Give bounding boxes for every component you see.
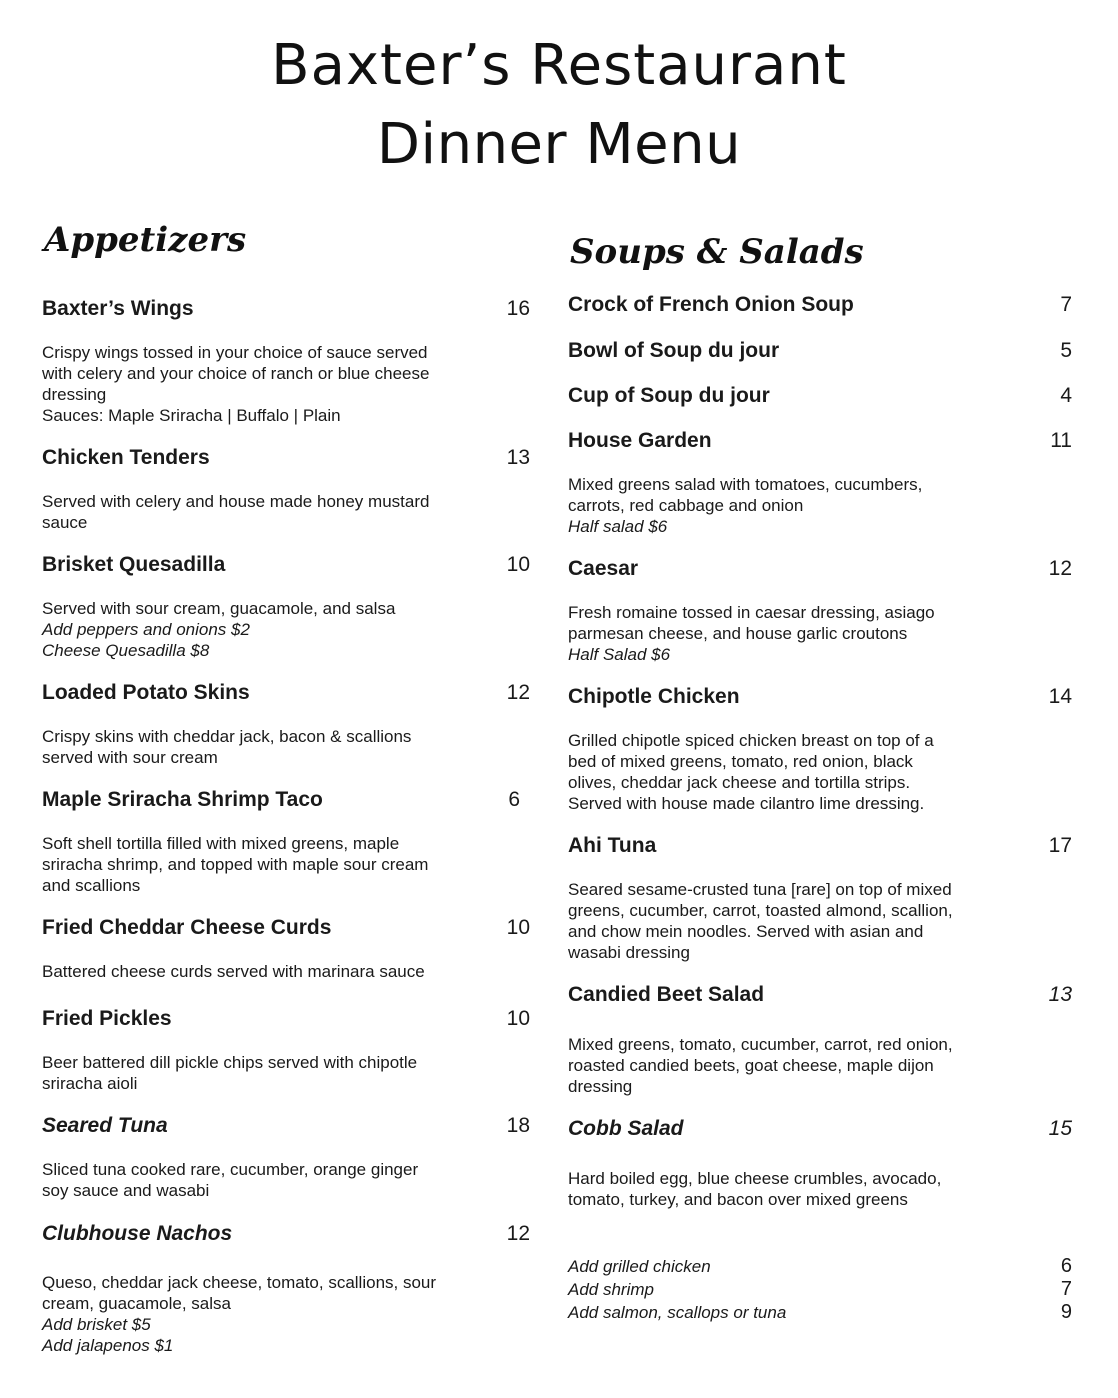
description-line: parmesan cheese, and house garlic croutons <box>568 624 908 643</box>
menu-item <box>42 296 530 322</box>
description-line: Queso, cheddar jack cheese, tomato, scallions, sour <box>42 1273 437 1292</box>
description-line: Mixed greens salad with tomatoes, cucumbers, <box>568 475 923 494</box>
item-price: 13 <box>506 446 530 469</box>
description-line: cream, guacamole, salsa <box>42 1294 231 1313</box>
item-description <box>42 833 530 896</box>
item-price: 11 <box>1050 429 1072 452</box>
item-description <box>568 474 1072 537</box>
item-note: Cheese Quesadilla $8 <box>42 641 210 660</box>
description-line: tomato, turkey, and bacon over mixed greens <box>568 1190 908 1209</box>
addon-label: Add grilled chicken <box>568 1257 711 1276</box>
item-price: 5 <box>1060 339 1072 362</box>
item-description <box>568 602 1072 665</box>
soups-salads-heading: Soups & Salads <box>570 232 864 272</box>
description-line: Served with sour cream, guacamole, and salsa <box>42 599 396 618</box>
item-price: 13 <box>1048 983 1072 1006</box>
description-line: and chow mein noodles. Served with asian and <box>568 922 924 941</box>
description-line: dressing <box>42 385 107 404</box>
item-price: 10 <box>506 1007 530 1030</box>
menu-item <box>568 684 1072 710</box>
item-description <box>42 598 530 661</box>
item-description <box>568 730 1072 814</box>
item-note: Add brisket $5 <box>42 1315 151 1334</box>
description-line: olives, cheddar jack cheese and tortilla strips. <box>568 773 911 792</box>
item-name: Loaded Potato Skins <box>42 681 250 704</box>
description-line: wasabi dressing <box>568 943 690 962</box>
description-line: carrots, red cabbage and onion <box>568 496 804 515</box>
menu-item <box>568 833 1072 859</box>
item-name: Bowl of Soup du jour <box>568 339 780 362</box>
item-price: 16 <box>506 297 530 320</box>
addon-row <box>568 1302 1072 1323</box>
item-name: Cup of Soup du jour <box>568 384 770 407</box>
item-price: 10 <box>506 553 530 576</box>
item-name: Brisket Quesadilla <box>42 553 226 576</box>
menu-item <box>42 445 530 471</box>
item-price: 14 <box>1048 685 1072 708</box>
item-name: Ahi Tuna <box>568 834 657 857</box>
item-price: 7 <box>1060 293 1072 316</box>
description-line: Sliced tuna cooked rare, cucumber, orange ginger <box>42 1160 419 1179</box>
menu-item <box>568 556 1072 582</box>
addon-row <box>568 1279 1072 1300</box>
menu-item <box>568 292 1072 318</box>
menu-item <box>42 915 530 941</box>
item-price: 17 <box>1048 834 1072 857</box>
menu-item <box>568 1116 1072 1142</box>
item-description <box>42 1272 530 1356</box>
menu-item <box>568 338 1072 364</box>
menu-item <box>42 1221 530 1247</box>
item-description <box>42 1052 530 1094</box>
item-description <box>42 342 530 426</box>
item-name: Fried Cheddar Cheese Curds <box>42 916 332 939</box>
item-price: 18 <box>506 1114 530 1137</box>
item-name: Chicken Tenders <box>42 446 210 469</box>
description-line: Sauces: Maple Sriracha | Buffalo | Plain <box>42 406 341 425</box>
item-description <box>568 1034 1072 1097</box>
item-note: Half salad $6 <box>568 517 668 536</box>
menu-item <box>568 982 1072 1008</box>
description-line: Mixed greens, tomato, cucumber, carrot, red onion, <box>568 1035 953 1054</box>
menu-item <box>42 787 530 813</box>
item-description <box>42 726 530 768</box>
description-line: with celery and your choice of ranch or blue cheese <box>42 364 430 383</box>
menu-item <box>42 552 530 578</box>
item-name: Fried Pickles <box>42 1007 172 1030</box>
description-line: Seared sesame-crusted tuna [rare] on top of mixed <box>568 880 952 899</box>
description-line: Fresh romaine tossed in caesar dressing, asiago <box>568 603 935 622</box>
appetizers-heading: Appetizers <box>44 220 247 260</box>
description-line: sriracha aioli <box>42 1074 138 1093</box>
item-name: Caesar <box>568 557 639 580</box>
item-name: Chipotle Chicken <box>568 685 740 708</box>
item-name: Cobb Salad <box>568 1117 684 1140</box>
item-price: 12 <box>506 681 530 704</box>
addon-price: 9 <box>1060 1301 1072 1323</box>
restaurant-title: Baxter’s Restaurant <box>271 33 847 98</box>
item-name: Candied Beet Salad <box>568 983 765 1006</box>
description-line: served with sour cream <box>42 748 218 767</box>
menu-item <box>42 680 530 706</box>
item-price: 10 <box>506 916 530 939</box>
item-note: Add peppers and onions $2 <box>42 620 250 639</box>
description-line: Soft shell tortilla filled with mixed greens, maple <box>42 834 400 853</box>
item-description <box>568 1168 1072 1210</box>
description-line: bed of mixed greens, tomato, red onion, black <box>568 752 913 771</box>
item-description <box>42 961 530 982</box>
description-line: sriracha shrimp, and topped with maple sour cream <box>42 855 429 874</box>
description-line: dressing <box>568 1077 633 1096</box>
addon-label: Add shrimp <box>568 1280 654 1299</box>
addon-label: Add salmon, scallops or tuna <box>568 1303 787 1322</box>
item-description <box>568 879 1072 963</box>
addon-price: 7 <box>1060 1278 1072 1300</box>
item-description <box>42 491 530 533</box>
menu-subtitle: Dinner Menu <box>376 112 742 177</box>
item-name: Maple Sriracha Shrimp Taco <box>42 788 323 811</box>
item-price: 12 <box>506 1222 530 1245</box>
description-line: Grilled chipotle spiced chicken breast on top of a <box>568 731 934 750</box>
description-line: Battered cheese curds served with marinara sauce <box>42 962 425 981</box>
description-line: Hard boiled egg, blue cheese crumbles, avocado, <box>568 1169 942 1188</box>
item-price: 4 <box>1060 384 1072 407</box>
description-line: Beer battered dill pickle chips served with chipotle <box>42 1053 418 1072</box>
item-description <box>42 1159 530 1201</box>
menu-item <box>42 1006 530 1032</box>
item-name: Baxter’s Wings <box>42 297 194 320</box>
description-line: Crispy skins with cheddar jack, bacon & scallions <box>42 727 412 746</box>
description-line: and scallions <box>42 876 141 895</box>
item-name: Crock of French Onion Soup <box>568 293 854 316</box>
description-line: greens, cucumber, carrot, toasted almond, scallion, <box>568 901 953 920</box>
description-line: roasted candied beets, goat cheese, maple dijon <box>568 1056 934 1075</box>
description-line: sauce <box>42 513 88 532</box>
item-name: Clubhouse Nachos <box>42 1222 233 1245</box>
menu-item <box>42 1113 530 1139</box>
item-price: 6 <box>508 788 520 811</box>
item-name: House Garden <box>568 429 712 452</box>
addon-row <box>568 1256 1072 1277</box>
menu-item <box>568 383 1072 409</box>
description-line: Crispy wings tossed in your choice of sauce served <box>42 343 428 362</box>
item-name: Seared Tuna <box>42 1114 168 1137</box>
item-price: 12 <box>1048 557 1072 580</box>
item-note: Half Salad $6 <box>568 645 671 664</box>
item-price: 15 <box>1048 1117 1072 1140</box>
description-line: Served with celery and house made honey mustard <box>42 492 430 511</box>
item-note: Add jalapenos $1 <box>42 1336 174 1355</box>
description-line: Served with house made cilantro lime dressing. <box>568 794 925 813</box>
description-line: soy sauce and wasabi <box>42 1181 210 1200</box>
addon-price: 6 <box>1060 1255 1072 1277</box>
menu-item <box>568 428 1072 454</box>
